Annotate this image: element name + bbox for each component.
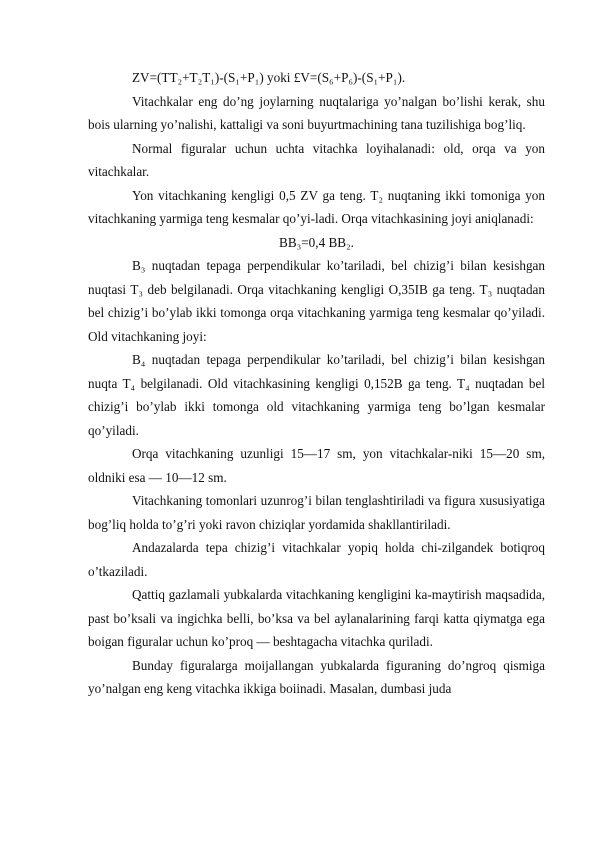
paragraph: B₄ nuqtadan tepaga perpendikular ko’tariladi, bel chizig’i bilan kesishgan nuqta T₄ belgilanadi. Old vitachkasining kengligi 0,152B ga teng. T₄ nuqtadan bel chizig’i bo’ylab ikki tomonga old vitachkaning yarmiga teng bo’lgan kesmalar qo’yiladi. [88,352,545,438]
formula-centered: BB₃=0,4 BB₂. [279,234,354,250]
paragraph: Orqa vitachkaning uzunligi 15—17 sm, yon vitachkalar-niki 15—20 sm, oldniki esa — 10—12 sm. [88,446,545,485]
paragraph: Qattiq gazlamali yubkalarda vitachkaning kengligini ka-maytirish maqsadida, past bo’ksali va ingichka belli, bo’ksa va bel aylanalarining farqi katta qiymatga ega boigan figuralar uchun ko’proq — beshtagacha vitachka quriladi. [88,587,545,649]
paragraph: Andazalarda tepa chizig’i vitachkalar yopiq holda chi-zilgandek botiqroq o’tkaziladi. [88,540,545,579]
paragraph: Yon vitachkaning kengligi 0,5 ZV ga teng. T₂ nuqtaning ikki tomoniga yon vitachkaning yarmiga teng kesmalar qo’yi-ladi. Orqa vitachkasining joyi aniqlanadi: [88,187,545,226]
formula-line: ZV=(TT₂+T₂T₁)-(S₁+P₁) yoki £V=(S₆+P₆)-(S₁+P₁). [132,70,406,85]
paragraph: Vitachkalar eng do’ng joylarning nuqtalariga yo’nalgan bo’lishi kerak, shu bois ularning yo’nalishi, kattaligi va soni buyurtmachining tana tuzilishiga bog’liq. [88,93,545,132]
body-text [88,66,545,701]
paragraph: Vitachkaning tomonlari uzunrog’i bilan tenglashtiriladi va figura xususiyatiga bog’liq holda to’g’ri yoki ravon chiziqlar yordamida shakllantiriladi. [88,493,545,532]
paragraph: Normal figuralar uchun uchta vitachka loyihalanadi: old, orqa va yon vitachkalar. [88,140,545,179]
paragraph: B₃ nuqtadan tepaga perpendikular ko’tariladi, bel chizig’i bilan kesishgan nuqtasi T₃ deb belgilanadi. Orqa vitachkaning kengligi O,35IB ga teng. T₃ nuqtadan bel chizig’i bo’ylab ikki tomonga orqa vitachkaning yarmiga teng kesmalar qo’yiladi. Old vitachkaning joyi: [88,258,545,344]
paragraph: Bunday figuralarga moijallangan yubkalarda figuraning do’ngroq qismiga yo’nalgan eng keng vitachka ikkiga boiinadi. Masalan, dumbasi juda [88,657,545,696]
